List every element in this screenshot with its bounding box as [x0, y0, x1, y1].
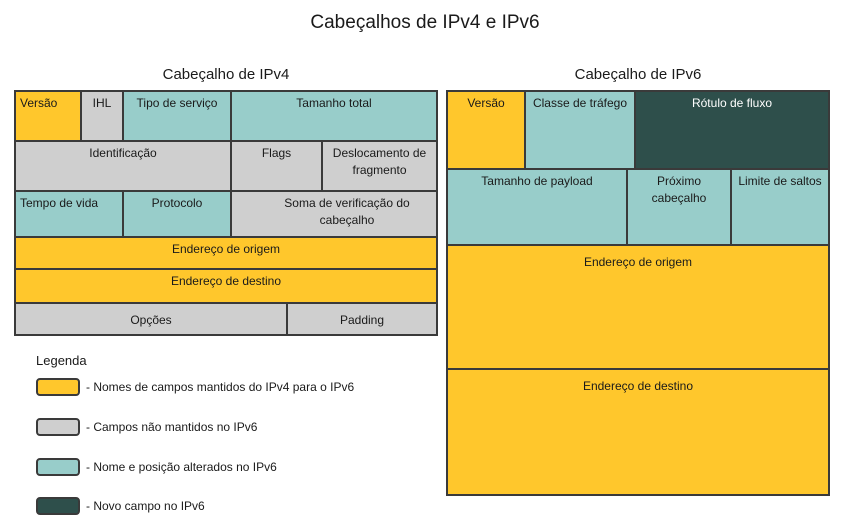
legend-title: Legenda	[36, 353, 87, 368]
ipv6-field-limite-saltos: Limite de saltos	[730, 168, 830, 246]
ipv6-heading: Cabeçalho de IPv6	[574, 66, 702, 83]
legend-swatch-dark	[36, 497, 80, 515]
ipv4-field-soma-verificacao: Soma de verificação do cabeçalho	[230, 190, 438, 238]
legend-swatch-gray	[36, 418, 80, 436]
ipv4-heading: Cabeçalho de IPv4	[162, 66, 290, 83]
legend-item-label: - Nomes de campos mantidos do IPv4 para o IPv6	[86, 380, 355, 394]
ipv6-field-classe-trafego: Classe de tráfego	[524, 90, 636, 170]
ipv4-field-versao: Versão	[14, 90, 82, 142]
ipv4-field-tipo-servico: Tipo de serviço	[122, 90, 232, 142]
ipv4-field-flags: Flags	[230, 140, 323, 192]
legend-item-label: - Nome e posição alterados no IPv6	[86, 460, 277, 474]
ipv6-field-rotulo-fluxo: Rótulo de fluxo	[634, 90, 830, 170]
ipv6-field-tamanho-payload: Tamanho de payload	[446, 168, 628, 246]
ipv4-field-protocolo: Protocolo	[122, 190, 232, 238]
ipv4-field-padding: Padding	[286, 302, 438, 336]
diagram-title: Cabeçalhos de IPv4 e IPv6	[310, 12, 540, 33]
legend-swatch-teal	[36, 458, 80, 476]
ipv4-field-tamanho-total: Tamanho total	[230, 90, 438, 142]
legend-item-label: - Campos não mantidos no IPv6	[86, 420, 258, 434]
ipv4-field-identificacao: Identificação	[14, 140, 232, 192]
ipv4-field-endereco-destino: Endereço de destino	[14, 268, 438, 304]
ipv4-field-endereco-origem: Endereço de origem	[14, 236, 438, 270]
legend-swatch-yellow	[36, 378, 80, 396]
ipv4-field-deslocamento: Deslocamento de fragmento	[321, 140, 438, 192]
ipv6-field-versao: Versão	[446, 90, 526, 170]
ipv4-field-ihl: IHL	[80, 90, 124, 142]
ipv4-field-opcoes: Opções	[14, 302, 288, 336]
ipv6-field-endereco-origem: Endereço de origem	[446, 244, 830, 370]
ipv6-field-endereco-destino: Endereço de destino	[446, 368, 830, 496]
legend-item-label: - Novo campo no IPv6	[86, 499, 205, 513]
ipv6-field-proximo-cabecalho: Próximo cabeçalho	[626, 168, 732, 246]
ipv4-field-tempo-vida: Tempo de vida	[14, 190, 124, 238]
